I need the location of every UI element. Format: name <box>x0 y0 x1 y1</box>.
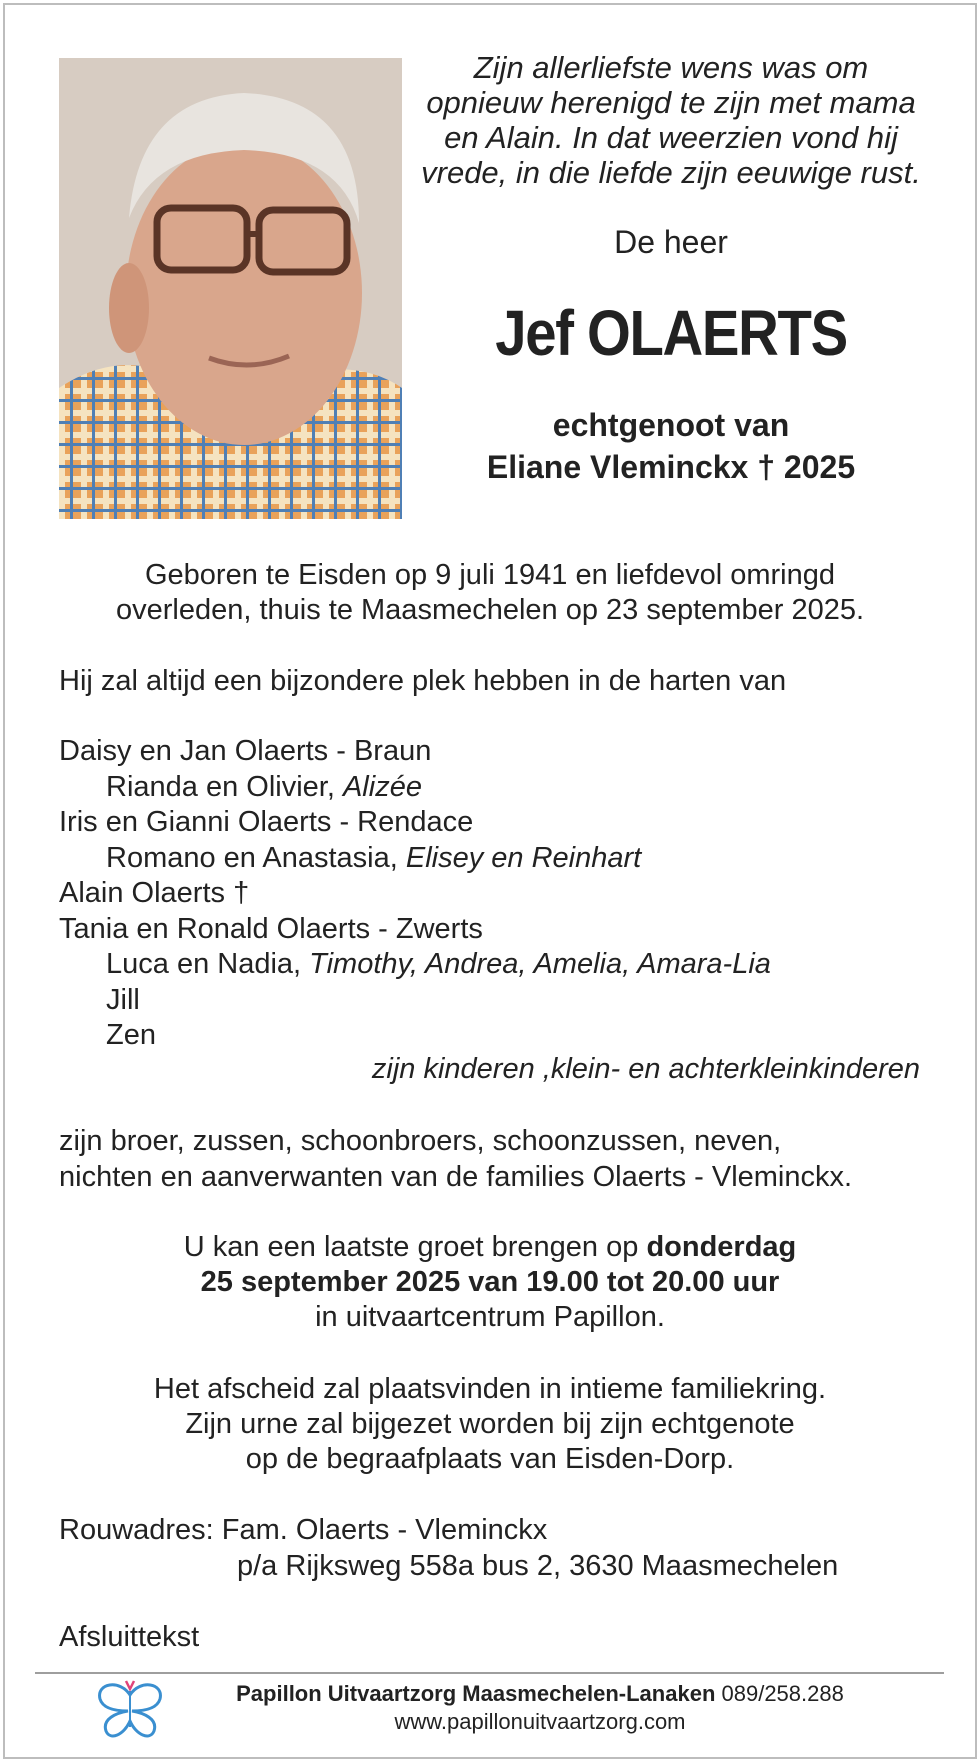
family-member: Iris en Gianni Olaerts - Rendace <box>59 806 474 838</box>
family-caption: zijn kinderen ,klein- en achterkleinkinderen <box>371 1053 920 1085</box>
family-member: Daisy en Jan Olaerts - Braun <box>59 735 432 767</box>
birth-line: Geboren te Eisden op 9 juli 1941 en liefdevol omringd <box>144 559 835 591</box>
spouse-name: Eliane Vleminckx † 2025 <box>486 449 856 485</box>
footer <box>170 1680 910 1736</box>
relatives-line: nichten en aanverwanten van de families Olaerts - Vleminckx. <box>59 1160 853 1193</box>
poem-line: opnieuw herenigd te zijn met mama <box>426 85 916 120</box>
address-line: Rouwadres: Fam. Olaerts - Vleminckx <box>59 1514 548 1546</box>
visitation-prefix: U kan een laatste groet brengen op <box>183 1231 647 1263</box>
farewell-line: Het afscheid zal plaatsvinden in intieme familiekring. <box>153 1373 827 1405</box>
address-line: p/a Rijksweg 558a bus 2, 3630 Maasmechelen <box>237 1549 839 1582</box>
family-member: Jill <box>106 983 140 1016</box>
farewell-line: op de begraafplaats van Eisden-Dorp. <box>245 1443 735 1475</box>
farewell-line: Zijn urne zal bijgezet worden bij zijn echtgenote <box>185 1408 795 1440</box>
company-phone: 089/258.288 <box>715 1681 844 1706</box>
visitation-datetime: 25 september 2025 van 19.00 tot 20.00 uur <box>200 1266 780 1298</box>
family-names: Romano en Anastasia, <box>106 841 406 874</box>
spouse-info <box>415 404 927 488</box>
butterfly-logo-icon <box>90 1677 170 1743</box>
family-list <box>59 734 939 1054</box>
farewell-info <box>40 1372 940 1477</box>
family-children: Alizée <box>342 770 422 803</box>
intro-text: Hij zal altijd een bijzondere plek hebben in de harten van <box>59 665 787 697</box>
death-line: overleden, thuis te Maasmechelen op 23 september 2025. <box>115 594 865 626</box>
visitation-location: in uitvaartcentrum Papillon. <box>315 1301 665 1333</box>
family-member: Zen <box>106 1019 156 1051</box>
spouse-line: echtgenoot van <box>552 407 790 443</box>
visitation-day: donderdag <box>646 1231 797 1263</box>
footer-divider <box>35 1672 944 1674</box>
family-names: Luca en Nadia, <box>106 948 310 980</box>
poem-line: Zijn allerliefste wens was om <box>473 50 869 85</box>
relatives-text <box>59 1124 939 1195</box>
relatives-line: zijn broer, zussen, schoonbroers, schoonzussen, neven, <box>59 1125 782 1157</box>
family-member <box>59 770 939 806</box>
salutation: De heer <box>614 224 728 260</box>
family-member <box>59 947 939 983</box>
poem <box>415 50 927 190</box>
poem-line: vrede, in die liefde zijn eeuwige rust. <box>421 155 921 190</box>
footer-company-line <box>170 1680 910 1708</box>
birth-death-info <box>40 558 940 628</box>
portrait-photo <box>59 58 402 519</box>
visitation-info <box>40 1230 940 1335</box>
visitation-line <box>40 1230 940 1265</box>
company-name: Papillon Uitvaartzorg Maasmechelen-Lanaken <box>236 1681 716 1706</box>
family-member: Tania en Ronald Olaerts - Zwerts <box>59 912 483 945</box>
family-member: Alain Olaerts † <box>59 877 250 909</box>
company-website: www.papillonuitvaartzorg.com <box>394 1709 686 1734</box>
poem-line: en Alain. In dat weerzien vond hij <box>444 120 898 155</box>
family-member <box>59 841 939 877</box>
family-children: Timothy, Andrea, Amelia, Amara-Lia <box>309 948 771 980</box>
mourning-address <box>59 1513 939 1584</box>
family-names: Rianda en Olivier, <box>106 770 343 803</box>
deceased-name: Jef OLAERTS <box>495 297 847 369</box>
family-children: Elisey en Reinhart <box>405 841 642 874</box>
closing-text: Afsluittekst <box>59 1621 200 1653</box>
